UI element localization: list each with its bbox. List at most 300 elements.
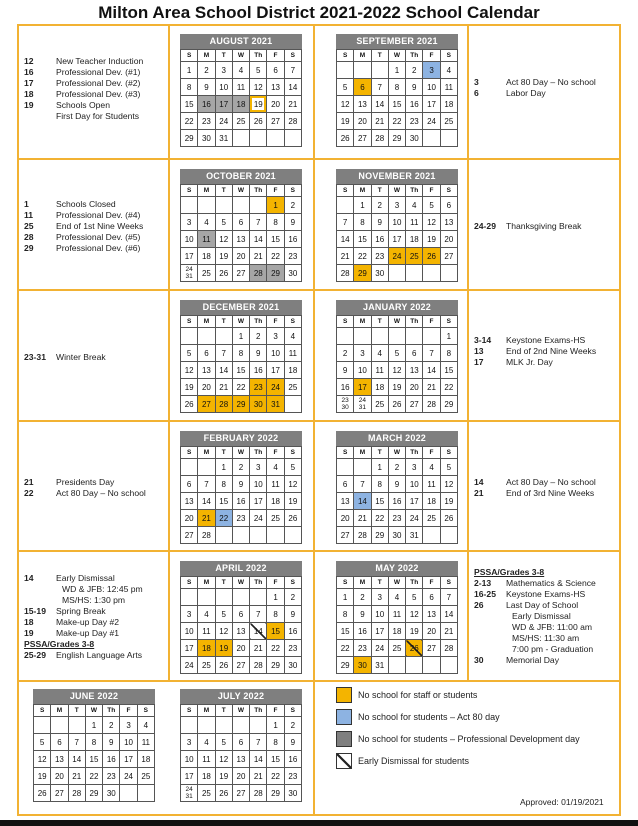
week-row bbox=[181, 345, 302, 362]
day-cell: 25 bbox=[406, 248, 423, 265]
week-row bbox=[337, 328, 458, 345]
day-cell: 13 bbox=[354, 96, 371, 113]
calendar-event bbox=[474, 88, 596, 99]
day-cell: 8 bbox=[354, 214, 371, 231]
weekday-header: Th bbox=[406, 185, 423, 197]
event-date: 6 bbox=[474, 88, 479, 98]
day-cell: 24 bbox=[406, 510, 423, 527]
left-events-apr bbox=[24, 573, 143, 661]
calendar-event bbox=[474, 611, 596, 622]
right-events-mar bbox=[474, 477, 596, 499]
day-cell: 22 bbox=[267, 248, 284, 265]
calendar-event bbox=[24, 56, 143, 67]
event-date: 1 bbox=[24, 199, 29, 209]
week-row bbox=[181, 640, 302, 657]
event-label: Act 80 Day – No school bbox=[506, 77, 596, 87]
day-cell: 13 bbox=[440, 214, 457, 231]
day-cell: 1 bbox=[85, 717, 102, 734]
week-row bbox=[181, 717, 302, 734]
day-cell: 20 bbox=[232, 640, 249, 657]
day-cell: 24 bbox=[181, 657, 198, 674]
day-cell: 27 bbox=[181, 527, 198, 544]
day-cell bbox=[198, 589, 215, 606]
day-cell bbox=[215, 328, 232, 345]
day-cell: 24 bbox=[267, 379, 284, 396]
event-date: 17 bbox=[474, 357, 484, 367]
day-cell: 4 bbox=[284, 328, 301, 345]
weekday-header: S bbox=[440, 447, 457, 459]
calendar-event bbox=[24, 650, 143, 661]
day-cell bbox=[337, 197, 354, 214]
day-cell bbox=[388, 265, 405, 282]
day-cell: 20 bbox=[198, 379, 215, 396]
day-cell: 8 bbox=[267, 606, 284, 623]
week-row bbox=[337, 510, 458, 527]
day-cell: 28 bbox=[337, 265, 354, 282]
week-row bbox=[337, 265, 458, 282]
event-label: Labor Day bbox=[506, 88, 546, 98]
day-cell: 16 bbox=[284, 751, 301, 768]
day-cell: 16 bbox=[406, 96, 423, 113]
calendar-event bbox=[474, 622, 596, 633]
weekday-header: M bbox=[354, 577, 371, 589]
day-cell: 1 bbox=[267, 717, 284, 734]
day-cell: 12 bbox=[34, 751, 51, 768]
day-cell: 27 bbox=[267, 113, 284, 130]
legend-label: No school for students – Professional Development day bbox=[358, 734, 580, 744]
day-cell: 17 bbox=[388, 231, 405, 248]
day-cell: 20 bbox=[423, 623, 440, 640]
event-label: Professional Dev. (#4) bbox=[56, 210, 141, 220]
week-row bbox=[181, 459, 302, 476]
day-cell: 29 bbox=[267, 265, 284, 282]
calendar-event bbox=[474, 644, 596, 655]
day-cell: 8 bbox=[371, 476, 388, 493]
weekday-header: M bbox=[198, 185, 215, 197]
day-cell bbox=[181, 589, 198, 606]
day-cell: 23 bbox=[388, 510, 405, 527]
day-cell: 12 bbox=[181, 362, 198, 379]
weekday-header: S bbox=[337, 50, 354, 62]
event-label: Professional Dev. (#3) bbox=[56, 89, 141, 99]
calendar-event bbox=[24, 111, 143, 122]
event-label: Professional Dev. (#6) bbox=[56, 243, 141, 253]
day-cell: 17 bbox=[250, 493, 267, 510]
day-cell: 21 bbox=[284, 96, 301, 113]
day-cell: 26 bbox=[215, 785, 232, 802]
weekday-header: W bbox=[232, 447, 249, 459]
weekday-header: S bbox=[181, 705, 198, 717]
day-cell: 22 bbox=[267, 640, 284, 657]
right-events-jan bbox=[474, 335, 596, 368]
day-cell: 5 bbox=[388, 345, 405, 362]
event-label: Early Dismissal bbox=[512, 611, 571, 621]
weekday-header: Th bbox=[250, 447, 267, 459]
event-label: WD & JFB: 12:45 pm bbox=[62, 584, 143, 594]
week-row bbox=[337, 130, 458, 147]
day-cell bbox=[137, 785, 154, 802]
frame-right bbox=[619, 24, 621, 816]
day-cell bbox=[215, 527, 232, 544]
day-cell: 27 bbox=[406, 396, 423, 413]
weekday-header: T bbox=[371, 316, 388, 328]
day-cell: 8 bbox=[440, 345, 457, 362]
day-cell: 26 bbox=[284, 510, 301, 527]
day-cell bbox=[215, 197, 232, 214]
day-cell: 12 bbox=[215, 751, 232, 768]
day-cell: 26 bbox=[423, 248, 440, 265]
day-cell: 30 bbox=[388, 527, 405, 544]
right-events-may bbox=[474, 567, 596, 666]
day-cell: 24 bbox=[423, 113, 440, 130]
day-cell: 23 30 bbox=[337, 396, 354, 413]
day-cell: 9 bbox=[284, 214, 301, 231]
weekday-header: T bbox=[68, 705, 85, 717]
bottom-bar bbox=[0, 820, 638, 826]
day-cell: 1 bbox=[232, 328, 249, 345]
day-cell: 14 bbox=[371, 96, 388, 113]
day-cell: 5 bbox=[406, 589, 423, 606]
calendar-event bbox=[24, 199, 143, 210]
day-cell bbox=[371, 62, 388, 79]
frame-col-divider-3 bbox=[467, 24, 469, 680]
legend-item bbox=[336, 687, 580, 703]
day-cell: 17 bbox=[181, 640, 198, 657]
day-cell: 19 bbox=[337, 113, 354, 130]
day-cell: 13 bbox=[337, 493, 354, 510]
left-events-feb bbox=[24, 477, 146, 499]
day-cell: 19 bbox=[215, 768, 232, 785]
weekday-header: M bbox=[198, 577, 215, 589]
day-cell: 10 bbox=[354, 362, 371, 379]
day-cell: 14 bbox=[440, 606, 457, 623]
calendar-event bbox=[24, 628, 143, 639]
month-header: JANUARY 2022 bbox=[336, 300, 458, 315]
frame-row-divider-5 bbox=[17, 680, 621, 682]
calendar-event bbox=[24, 352, 106, 363]
day-cell: 18 bbox=[406, 231, 423, 248]
day-cell: 18 bbox=[198, 640, 215, 657]
week-row bbox=[337, 248, 458, 265]
event-date: 21 bbox=[474, 488, 484, 498]
day-cell: 30 bbox=[198, 130, 215, 147]
calendar-event bbox=[24, 243, 143, 254]
week-row bbox=[337, 362, 458, 379]
day-cell bbox=[354, 328, 371, 345]
event-label: Act 80 Day – No school bbox=[506, 477, 596, 487]
day-cell: 4 bbox=[137, 717, 154, 734]
weekday-header: Th bbox=[250, 705, 267, 717]
day-cell bbox=[354, 62, 371, 79]
week-row bbox=[181, 79, 302, 96]
month-header: JULY 2022 bbox=[180, 689, 302, 704]
day-cell: 10 bbox=[120, 734, 137, 751]
day-cell: 15 bbox=[215, 493, 232, 510]
weekday-header: T bbox=[371, 577, 388, 589]
day-cell: 29 bbox=[440, 396, 457, 413]
weekday-header: S bbox=[181, 316, 198, 328]
day-cell: 21 bbox=[337, 248, 354, 265]
day-cell: 3 bbox=[388, 197, 405, 214]
day-cell: 17 bbox=[371, 623, 388, 640]
day-cell: 16 bbox=[284, 623, 301, 640]
weekday-header: M bbox=[354, 50, 371, 62]
event-label: Presidents Day bbox=[56, 477, 115, 487]
month-calendar-february-2022 bbox=[180, 431, 302, 544]
legend-label: No school for staff or students bbox=[358, 690, 478, 700]
event-label: End of 3rd Nine Weeks bbox=[506, 488, 595, 498]
frame-left bbox=[17, 24, 19, 816]
day-cell: 8 bbox=[337, 606, 354, 623]
day-cell: 28 bbox=[250, 265, 267, 282]
day-cell: 9 bbox=[388, 476, 405, 493]
day-cell bbox=[423, 657, 440, 674]
day-cell: 20 bbox=[232, 248, 249, 265]
legend-item bbox=[336, 753, 580, 769]
month-calendar-december-2021 bbox=[180, 300, 302, 413]
day-cell: 26 bbox=[406, 640, 423, 657]
day-cell: 28 bbox=[284, 113, 301, 130]
day-cell: 7 bbox=[337, 214, 354, 231]
day-cell: 25 bbox=[267, 510, 284, 527]
day-cell: 21 bbox=[440, 623, 457, 640]
day-cell: 7 bbox=[68, 734, 85, 751]
event-label: PSSA/Grades 3-8 bbox=[24, 639, 95, 649]
day-cell: 11 bbox=[440, 79, 457, 96]
day-cell: 22 bbox=[232, 379, 249, 396]
day-cell: 16 bbox=[354, 623, 371, 640]
week-row bbox=[337, 113, 458, 130]
frame-row-divider-2 bbox=[17, 289, 621, 291]
day-cell: 22 bbox=[85, 768, 102, 785]
event-label: English Language Arts bbox=[56, 650, 143, 660]
week-row bbox=[181, 113, 302, 130]
day-cell: 28 bbox=[250, 657, 267, 674]
event-label: Schools Closed bbox=[56, 199, 116, 209]
month-calendar-january-2022 bbox=[336, 300, 458, 413]
day-cell: 8 bbox=[232, 345, 249, 362]
day-cell: 1 bbox=[371, 459, 388, 476]
day-cell: 3 bbox=[250, 459, 267, 476]
left-events-aug bbox=[24, 56, 143, 122]
weekday-header: S bbox=[284, 50, 301, 62]
day-cell: 14 bbox=[250, 751, 267, 768]
month-calendar-june-2022 bbox=[33, 689, 155, 802]
calendar-event bbox=[474, 221, 581, 232]
weekday-header: S bbox=[440, 50, 457, 62]
day-cell: 12 bbox=[337, 96, 354, 113]
day-cell: 25 bbox=[371, 396, 388, 413]
day-cell: 8 bbox=[267, 734, 284, 751]
day-cell: 24 31 bbox=[181, 785, 198, 802]
month-calendar-april-2022 bbox=[180, 561, 302, 674]
day-cell: 9 bbox=[354, 606, 371, 623]
day-cell: 14 bbox=[354, 493, 371, 510]
day-cell: 20 bbox=[440, 231, 457, 248]
day-cell: 17 bbox=[267, 362, 284, 379]
weekday-header: F bbox=[423, 50, 440, 62]
day-cell: 23 bbox=[103, 768, 120, 785]
day-cell bbox=[198, 459, 215, 476]
day-cell bbox=[34, 717, 51, 734]
day-cell: 21 bbox=[198, 510, 215, 527]
weekday-header: T bbox=[371, 50, 388, 62]
weekday-header: M bbox=[198, 705, 215, 717]
day-cell: 5 bbox=[215, 606, 232, 623]
event-date: 16 bbox=[24, 67, 34, 77]
week-row bbox=[337, 640, 458, 657]
day-cell: 9 bbox=[371, 214, 388, 231]
event-label: Professional Dev. (#2) bbox=[56, 78, 141, 88]
day-cell: 19 bbox=[250, 96, 267, 113]
day-cell: 21 bbox=[354, 510, 371, 527]
day-cell bbox=[423, 265, 440, 282]
event-date bbox=[24, 584, 56, 595]
day-cell: 26 bbox=[250, 113, 267, 130]
day-cell: 16 bbox=[388, 493, 405, 510]
day-cell: 27 bbox=[232, 265, 249, 282]
legend-item bbox=[336, 709, 580, 725]
weekday-header: T bbox=[215, 185, 232, 197]
day-cell: 24 bbox=[120, 768, 137, 785]
day-cell: 1 bbox=[354, 197, 371, 214]
weekday-header: Th bbox=[406, 447, 423, 459]
day-cell: 3 bbox=[181, 734, 198, 751]
day-cell: 9 bbox=[284, 606, 301, 623]
day-cell: 30 bbox=[284, 785, 301, 802]
day-cell: 6 bbox=[406, 345, 423, 362]
week-row bbox=[181, 751, 302, 768]
calendar-event bbox=[474, 600, 596, 611]
day-cell: 19 bbox=[423, 231, 440, 248]
day-cell: 27 bbox=[51, 785, 68, 802]
day-cell: 27 bbox=[423, 640, 440, 657]
day-cell: 14 bbox=[215, 362, 232, 379]
event-label: Early Dismissal bbox=[56, 573, 115, 583]
day-cell: 4 bbox=[267, 459, 284, 476]
week-row bbox=[181, 734, 302, 751]
day-cell: 23 bbox=[284, 248, 301, 265]
event-date bbox=[24, 595, 56, 606]
day-cell bbox=[284, 130, 301, 147]
day-cell: 10 bbox=[181, 231, 198, 248]
calendar-event bbox=[24, 210, 143, 221]
day-cell: 13 bbox=[232, 751, 249, 768]
week-row bbox=[337, 231, 458, 248]
event-label: Professional Dev. (#1) bbox=[56, 67, 141, 77]
day-cell: 15 bbox=[354, 231, 371, 248]
day-cell bbox=[232, 527, 249, 544]
week-row bbox=[337, 657, 458, 674]
weekday-header: F bbox=[267, 447, 284, 459]
event-label: Spring Break bbox=[56, 606, 106, 616]
day-cell: 5 bbox=[215, 214, 232, 231]
weekday-header: S bbox=[337, 447, 354, 459]
week-row bbox=[181, 589, 302, 606]
day-cell: 8 bbox=[181, 79, 198, 96]
day-cell: 16 bbox=[103, 751, 120, 768]
day-cell: 11 bbox=[371, 362, 388, 379]
frame-top bbox=[17, 24, 621, 26]
weekday-header: F bbox=[423, 316, 440, 328]
calendar-event bbox=[24, 89, 143, 100]
day-cell: 25 bbox=[423, 510, 440, 527]
day-cell bbox=[423, 328, 440, 345]
day-cell: 1 bbox=[267, 197, 284, 214]
event-label: Professional Dev. (#5) bbox=[56, 232, 141, 242]
day-cell: 7 bbox=[250, 734, 267, 751]
day-cell: 10 bbox=[181, 623, 198, 640]
day-cell: 3 bbox=[406, 459, 423, 476]
frame-row-divider-3 bbox=[17, 420, 621, 422]
day-cell: 26 bbox=[34, 785, 51, 802]
day-cell bbox=[198, 328, 215, 345]
day-cell: 1 bbox=[215, 459, 232, 476]
day-cell: 18 bbox=[267, 493, 284, 510]
week-row bbox=[181, 623, 302, 640]
weekday-header: S bbox=[181, 577, 198, 589]
week-row bbox=[181, 657, 302, 674]
diagonal-slash-icon bbox=[336, 753, 352, 769]
day-cell: 4 bbox=[423, 459, 440, 476]
day-cell bbox=[232, 717, 249, 734]
weekday-header: S bbox=[284, 185, 301, 197]
event-label: WD & JFB: 11:00 am bbox=[512, 622, 593, 632]
day-cell bbox=[423, 130, 440, 147]
blue-swatch-icon bbox=[336, 709, 352, 725]
day-cell: 28 bbox=[423, 396, 440, 413]
day-cell bbox=[232, 130, 249, 147]
day-cell: 15 bbox=[337, 623, 354, 640]
day-cell bbox=[388, 657, 405, 674]
month-header: APRIL 2022 bbox=[180, 561, 302, 576]
day-cell: 6 bbox=[337, 476, 354, 493]
calendar-event bbox=[24, 477, 146, 488]
day-cell: 19 bbox=[181, 379, 198, 396]
day-cell: 31 bbox=[371, 657, 388, 674]
week-row bbox=[337, 396, 458, 413]
right-events-sep bbox=[474, 77, 596, 99]
day-cell: 21 bbox=[250, 640, 267, 657]
day-cell: 19 bbox=[388, 379, 405, 396]
month-header: SEPTEMBER 2021 bbox=[336, 34, 458, 49]
calendar-event bbox=[474, 477, 596, 488]
frame-col-divider-1 bbox=[168, 24, 170, 680]
event-label: 7:00 pm - Graduation bbox=[512, 644, 594, 654]
day-cell bbox=[51, 717, 68, 734]
day-cell bbox=[440, 527, 457, 544]
event-label: End of 1st Nine Weeks bbox=[56, 221, 144, 231]
day-cell bbox=[406, 657, 423, 674]
day-cell: 2 bbox=[284, 589, 301, 606]
day-cell bbox=[181, 459, 198, 476]
week-row bbox=[337, 527, 458, 544]
day-cell: 27 bbox=[232, 785, 249, 802]
week-row bbox=[337, 214, 458, 231]
week-row bbox=[181, 768, 302, 785]
day-cell: 21 bbox=[68, 768, 85, 785]
day-cell: 7 bbox=[440, 589, 457, 606]
day-cell: 4 bbox=[198, 214, 215, 231]
calendar-event bbox=[24, 606, 143, 617]
calendar-event bbox=[474, 567, 596, 578]
day-cell: 2 bbox=[250, 328, 267, 345]
day-cell: 10 bbox=[423, 79, 440, 96]
weekday-header: Th bbox=[406, 50, 423, 62]
weekday-header: S bbox=[181, 50, 198, 62]
day-cell bbox=[406, 328, 423, 345]
week-row bbox=[337, 623, 458, 640]
